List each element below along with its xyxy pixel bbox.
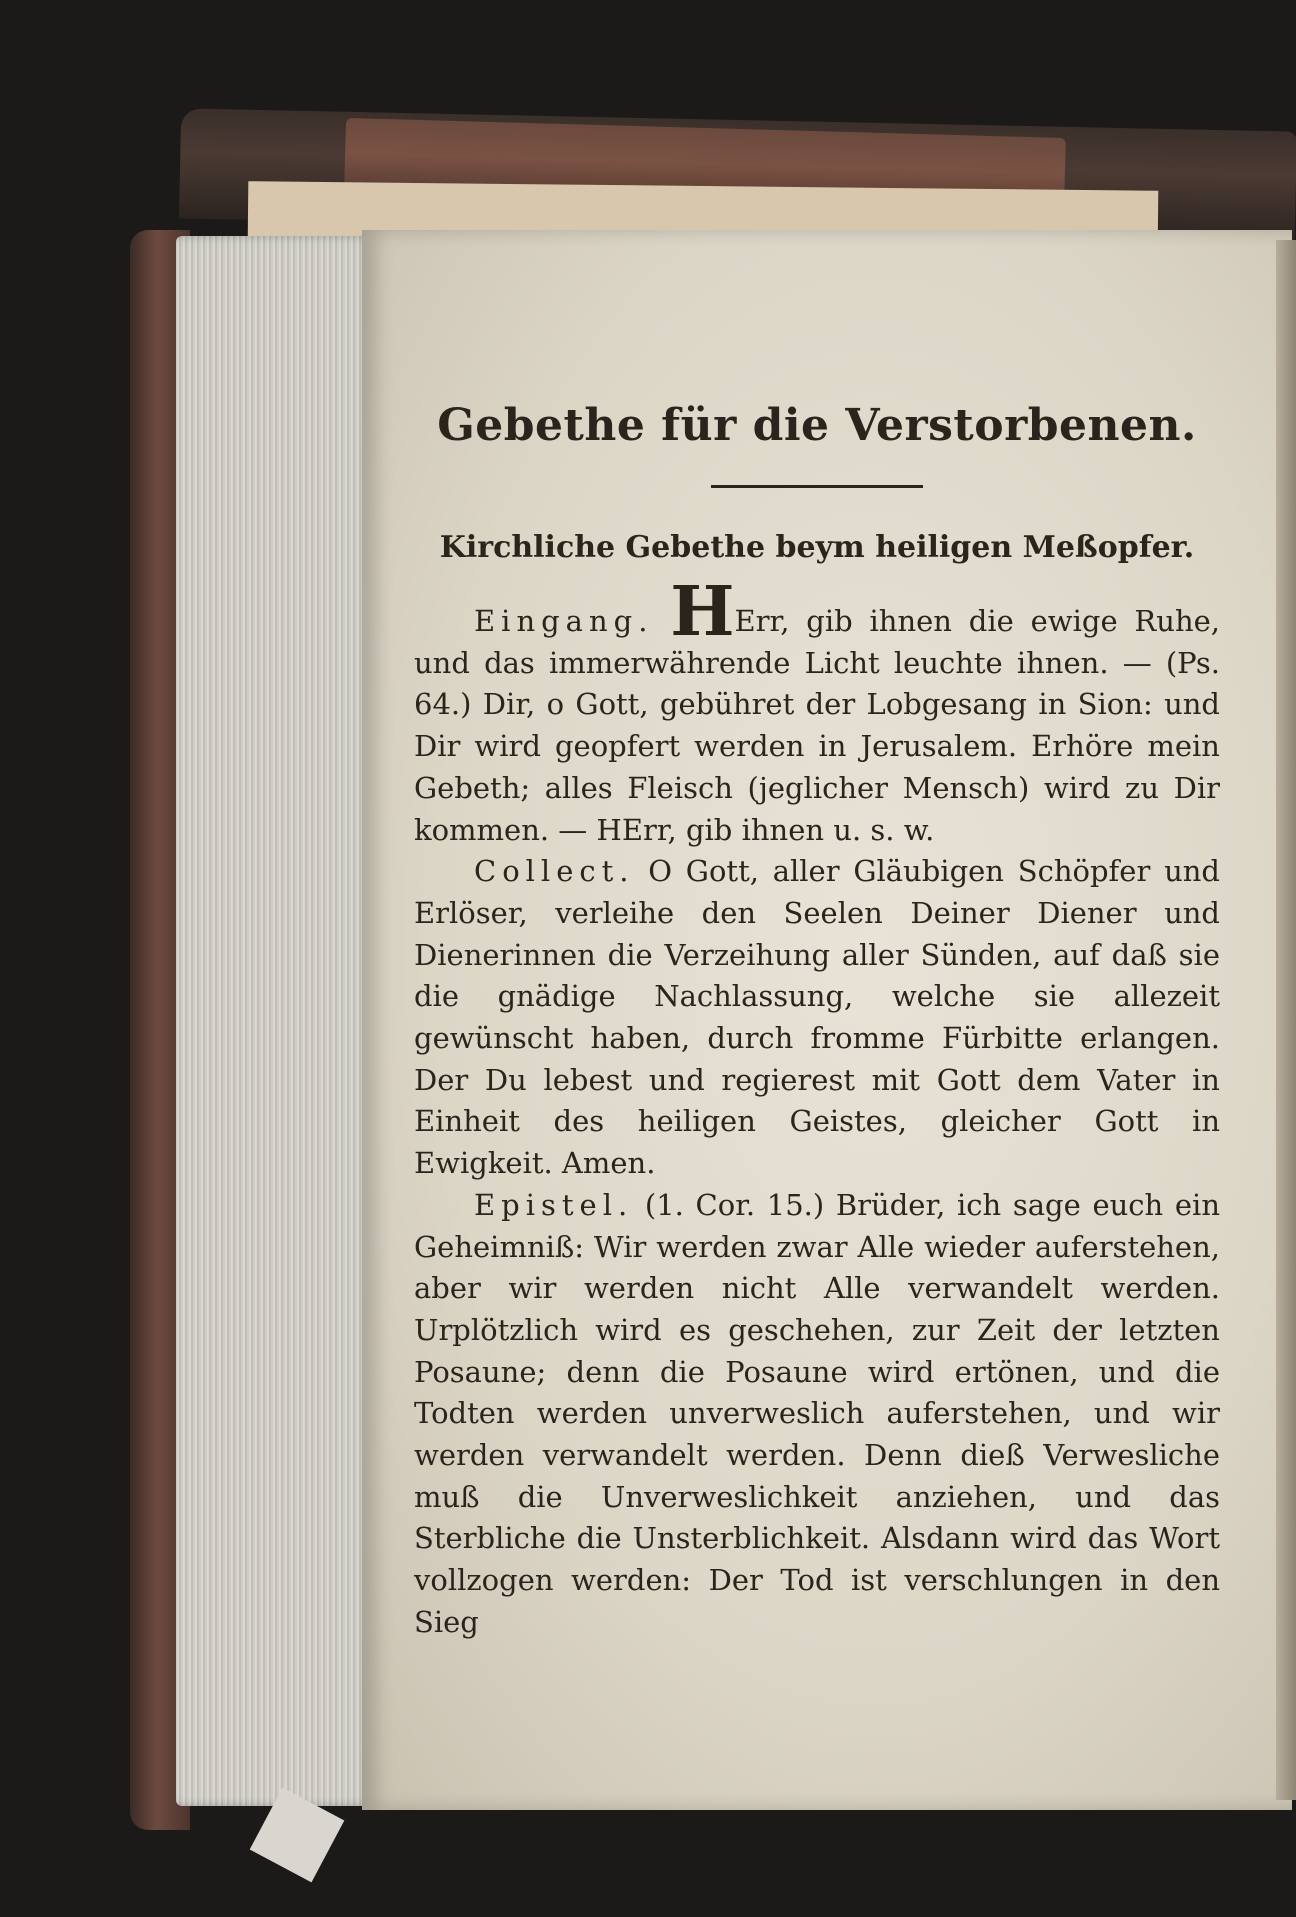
section-collect [414,851,1220,1185]
section-label: Collect. [474,854,635,889]
body-text [414,572,1221,1644]
section-label: Epistel. [474,1187,634,1222]
title-rule [711,485,923,488]
section-label: Eingang. [474,604,654,638]
page-text [414,400,1220,1644]
page-block-edges [176,236,374,1806]
section-text: Err, gib ihnen die ewige Ruhe, und das immerwährende Licht leuchte ihnen. — (Ps. 64.) Dir, o Gott, gebühret der Lobgesang in Sion: und Dir wird geopfert werden in Jerusalem. Erhöre mein Gebeth; alles Fleisch (jeglicher Mensch) wird zu Dir kommen. — HErr, gib ihnen u. s. w. [414,604,1220,847]
drop-initial: H [670,572,735,652]
page-right-edge [1276,240,1296,1800]
page-title: Gebethe für die Verstorbenen. [437,400,1197,451]
section-epistel [414,1185,1220,1644]
page-subtitle: Kirchliche Gebethe beym heiligen Meßopfer. [439,530,1195,565]
section-eingang [414,572,1220,851]
section-text: (1. Cor. 15.) Brüder, ich sage euch ein Geheimniß: Wir werden zwar Alle wieder auferstehen, aber wir werden nicht Alle verwandelt werden. Urplötzlich wird es geschehen, zur Zeit der letzten Posaune; denn die Posaune wird ertönen, und die Todten werden unverweslich auferstehen, und wir werden verwandelt werden. Denn dieß Verwesliche muß die Unverweslichkeit anziehen, und das Sterbliche die Unsterblichkeit. Alsdann wird das Wort vollzogen werden: Der Tod ist verschlungen in den Sieg [414,1187,1221,1639]
section-text: O Gott, aller Gläubigen Schöpfer und Erlöser, verleihe den Seelen Deiner Diener und Dienerinnen die Verzeihung aller Sünden, auf daß sie die gnädige Nachlassung, welche sie allezeit gewünscht haben, durch fromme Fürbitte erlangen. Der Du lebest und regierest mit Gott dem Vater in Einheit des heiligen Geistes, gleicher Gott in Ewigkeit. Amen. [414,854,1220,1181]
